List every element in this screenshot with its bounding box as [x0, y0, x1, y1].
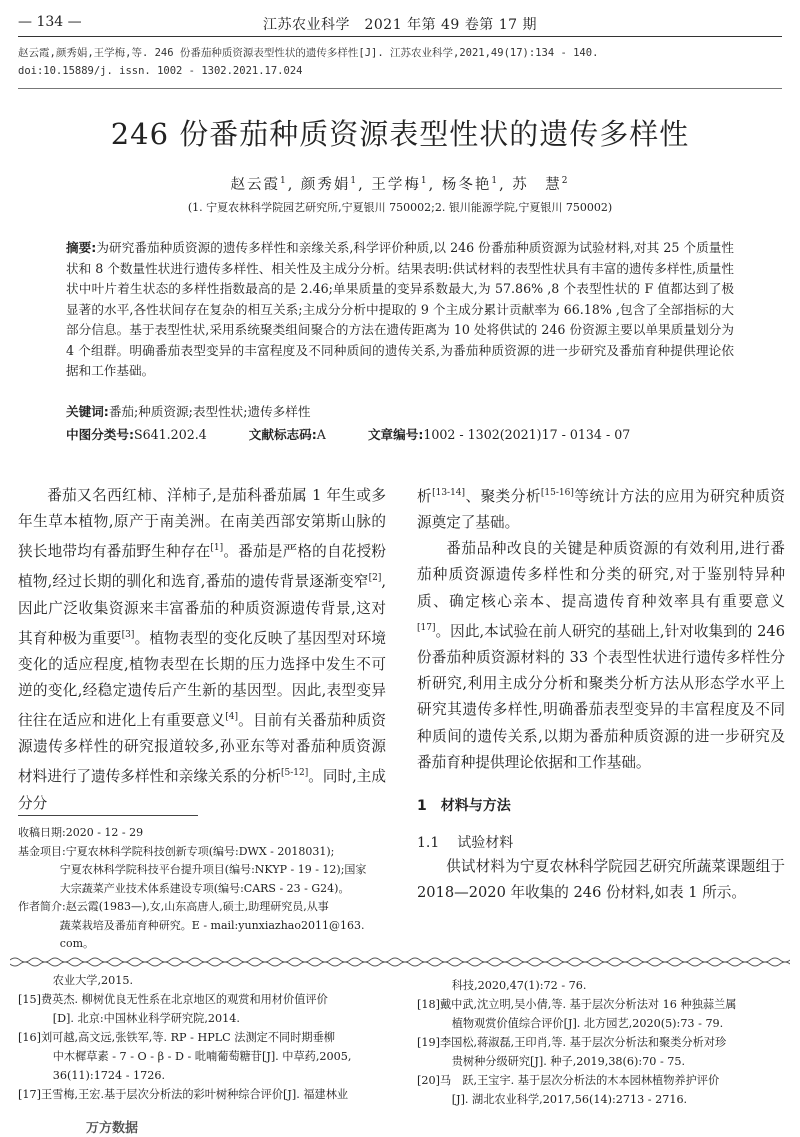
affil-mark: 1: [350, 176, 359, 187]
reference-list-left: [18, 971, 396, 1104]
subsection-heading: 1.1 试验材料: [417, 835, 514, 851]
doi-line[interactable]: doi:10.15889/j. issn. 1002 - 1302.2021.17.024: [18, 65, 303, 77]
affil-mark: 1: [279, 176, 288, 187]
keywords: [66, 401, 734, 420]
page-number: — 134 —: [18, 14, 82, 30]
citation-line: 赵云霞,颜秀娟,王学梅,等. 246 份番茄种质资源表型性状的遗传多样性[J]. 江苏农业科学,2021,49(17):134 - 140.: [18, 47, 599, 59]
received-date: 收稿日期:2020 - 12 - 29: [18, 826, 144, 839]
keywords-text: 番茄;种质资源;表型性状;遗传多样性: [108, 404, 311, 419]
paper-title: 246 份番茄种质资源表型性状的遗传多样性: [110, 117, 690, 151]
keywords-label: 关键词:: [66, 404, 109, 419]
affiliation: (1. 宁夏农林科学院园艺研究所,宁夏银川 750002;2. 银川能源学院,宁夏银川 750002): [187, 201, 613, 214]
subsection-text: 供试材料为宁夏农林科学院园艺研究所蔬菜课题组于 2018—2020 年收集的 246 份材料,如表 1 所示。: [417, 858, 785, 901]
footnotes: [18, 824, 393, 954]
reference-item: [15]费英杰. 柳树优良无性系在北京地区的观赏和用材价值评价: [18, 993, 328, 1006]
author: 苏 慧: [512, 177, 562, 193]
paragraph: 番茄品种改良的关键是种质资源的有效利用,进行番茄种质资源遗传多样性和分类的研究,对于鉴别特异种质、确定核心亲本、提高遗传育种效率具有重要意义[17]。因此,本试验在前人研究的基础上,针对收集到的 246 份番茄种质资源材料的 33 个表型性状进行遗传多样性分析研究,利用主成分分析和聚类分析方法从形态学水平上研究其遗传多样性,明确番茄表型变异的丰富程度及不同种质间的遗传关系,以期为番茄种质资源的进一步研究及番茄育种提供理论依据和工作基础。: [417, 540, 785, 771]
body-column-left: [18, 483, 386, 817]
author-list: 赵云霞$^1$, 颜秀娟$^1$, 王学梅$^1$, 杨冬艳$^1$, 苏 慧$^2$: [230, 176, 570, 193]
article-number-value: 1002 - 1302(2021)17 - 0134 - 07: [423, 427, 631, 442]
reference-continuation: [J]. 湖北农业科学,2017,56(14):2713 - 2716.: [451, 1093, 688, 1106]
citation-ref[interactable]: [1]: [210, 543, 224, 554]
abstract-text: 为研究番茄种质资源的遗传多样性和亲缘关系,科学评价种质,以 246 份番茄种质资源为试验材料,对其 25 个质量性状和 8 个数量性状进行遗传多样性、相关性及主成分分析。结果表明:供试材料的表型性状具有丰富的遗传多样性,质量性状中叶片着生状态的多样性指数最高的是 2.46;单果质量的变异系数最大,为 57.86% ,8 个表型性状的 F 值都达到了极显著的水平,各性状间存在复杂的相互关系;主成分分析中提取的 9 个主成分累计贡献率为 66.18% ,包含了全部指标的大部分信息。基于表型性状,采用系统聚类组间聚合的方法在遗传距离为 10 处将供试的 246 份资源主要以单果质量划分为 4 个组群。明确番茄表型变异的丰富程度及不同种质间的遗传关系,为番茄种质资源的进一步研究及番茄育种提供理论依据和工作基础。: [66, 240, 734, 378]
reference-continuation: 农业大学,2015.: [52, 974, 134, 987]
wavy-separator: [10, 956, 790, 968]
reference-continuation: 贵树种分级研究[J]. 种子,2019,38(6):70 - 75.: [451, 1055, 686, 1068]
reference-list-right: [417, 976, 787, 1109]
citation-ref[interactable]: [17]: [417, 622, 436, 633]
fund-info: 大宗蔬菜产业技术体系建设专项(编号:CARS - 23 - G24)。: [59, 881, 350, 895]
abstract: [66, 238, 734, 382]
watermark: 万方数据: [86, 1121, 139, 1136]
author: 颜秀娟: [300, 177, 351, 193]
author-bio: 作者简介:赵云霞(1983—),女,山东高唐人,硕士,助理研究员,从事: [18, 900, 329, 913]
clc-label: 中图分类号:: [66, 427, 135, 442]
citation-ref[interactable]: [5-12]: [281, 768, 309, 779]
body-column-right: [417, 480, 785, 776]
reference-continuation: [D]. 北京:中国林业科学研究院,2014.: [52, 1012, 240, 1025]
divider: [18, 88, 782, 89]
affil-mark: 2: [561, 176, 570, 187]
citation-ref[interactable]: [13-14]: [432, 488, 466, 498]
doc-code-value: A: [316, 427, 326, 442]
author-bio: 蔬菜栽培及番茄育种研究。E - mail:yunxiazhao2011@163. com。: [59, 918, 365, 950]
author: 杨冬艳: [441, 177, 492, 193]
citation-ref[interactable]: [15-16]: [540, 488, 574, 498]
citation-ref[interactable]: [4]: [225, 712, 238, 723]
fund-info: 基金项目:宁夏农林科学院科技创新专项(编号:DWX - 2018031);: [18, 844, 335, 858]
reference-continuation: 中木樨草素 - 7 - O - β - D - 吡喃葡萄糖苷[J]. 中草药,2005,: [52, 1050, 352, 1063]
reference-item: [18]戴中武,沈立明,吴小倩,等. 基于层次分析法对 16 种独蒜兰属: [417, 998, 737, 1011]
section-heading: 1 材料与方法: [417, 798, 511, 814]
affil-mark: 1: [491, 176, 500, 187]
reference-item: [17]王雪梅,王宏.基于层次分析法的彩叶树种综合评价[J]. 福建林业: [18, 1088, 349, 1101]
citation-ref[interactable]: [2]: [368, 573, 382, 584]
classification-line: [66, 424, 734, 443]
reference-continuation: 植物观赏价值综合评价[J]. 北方园艺,2020(5):73 - 79.: [451, 1017, 724, 1030]
doc-code-label: 文献标志码:: [248, 427, 317, 442]
citation-block: [18, 44, 782, 80]
affil-mark: 1: [420, 176, 429, 187]
reference-item: [20]马 跃,王宝宇. 基于层次分析法的木本园林植物养护评价: [417, 1074, 720, 1087]
reference-item: [16]刘可越,高文远,张铁军,等. RP - HPLC 法测定不同时期垂柳: [18, 1031, 335, 1044]
footnote-divider: [18, 815, 198, 816]
clc-value: S641.202.4: [134, 427, 207, 442]
abstract-label: 摘要:: [66, 240, 97, 255]
author: 王学梅: [371, 177, 421, 193]
article-number-label: 文章编号:: [367, 427, 424, 442]
fund-info: 宁夏农林科学院科技平台提升项目(编号:NKYP - 19 - 12);国家: [59, 863, 367, 876]
paragraph: 析[13-14]、聚类分析[15-16]等统计方法的应用为研究种质资源奠定了基础。: [417, 487, 785, 532]
paragraph: 番茄又名西红柿、洋柿子,是茄科番茄属 1 年生或多年生草本植物,原产于南美洲。在南美西部安第斯山脉的狭长地带均有番茄野生种存在[1]。番茄是严格的自花授粉植物,经过长期的驯化和选育,番茄的遗传背景逐渐变窄[2],因此广泛收集资源来丰富番茄的种质资源遗传背景,这对其育种极为重要[3]。植物表型的变化反映了基因型对环境变化的适应程度,植物表型在长期的压力选择中发生不可逆的变化,经稳定遗传后产生新的基因型。因此,表型变异往往在适应和进化上有重要意义[4]。目前有关番茄种质资源遗传多样性的研究报道较多,孙亚东等对番茄种质资源材料进行了遗传多样性和亲缘关系的分析[5-12]。同时,主成分分: [18, 487, 386, 812]
citation-ref[interactable]: [3]: [121, 629, 135, 640]
reference-continuation: 科技,2020,47(1):72 - 76.: [451, 979, 587, 992]
reference-item: [19]李国松,蒋淑磊,王印肖,等. 基于层次分析法和聚类分析对珍: [417, 1036, 727, 1049]
reference-continuation: 36(11):1724 - 1726.: [52, 1069, 166, 1082]
journal-issue: 江苏农业科学 2021 年第 49 卷第 17 期: [262, 17, 537, 33]
author: 赵云霞: [230, 177, 280, 193]
running-header: [18, 6, 782, 37]
